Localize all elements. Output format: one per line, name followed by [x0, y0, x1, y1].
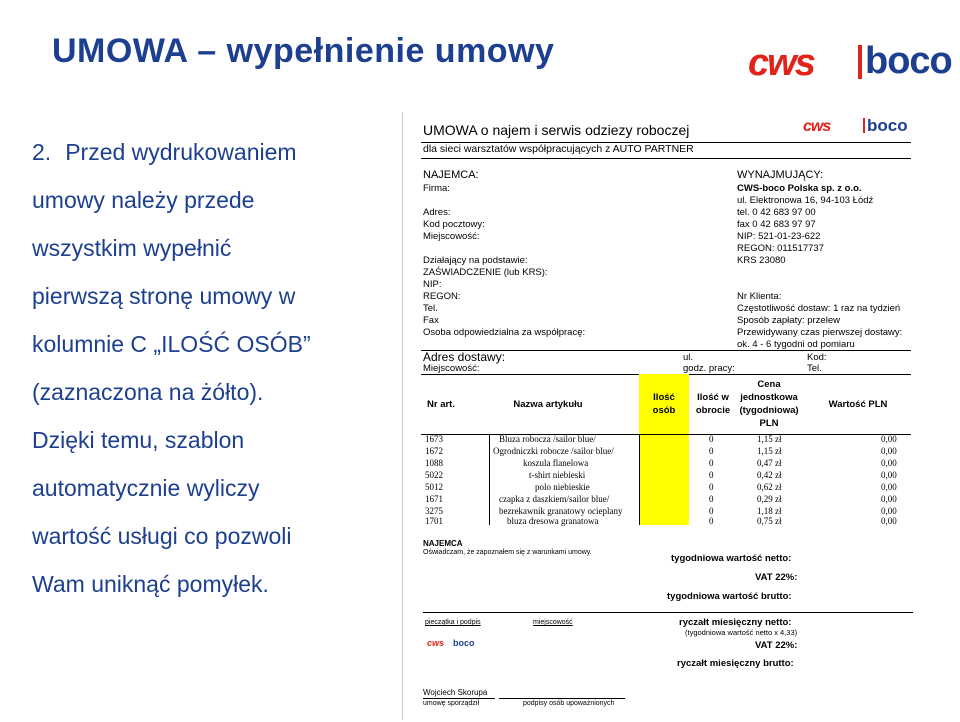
form-subtitle: dla sieci warsztatów współpracujących z AUTO PARTNER	[423, 143, 694, 155]
cell-qty: 0	[709, 458, 714, 468]
vat-label: VAT 22%:	[755, 572, 798, 583]
pieczatka-label: pieczątka i podpis	[425, 619, 481, 626]
contract-form	[402, 112, 918, 720]
tygodniowa-netto-label: tygodniowa wartość netto:	[671, 553, 792, 564]
instruction-line: wartość usługi co pozwoli	[32, 523, 292, 549]
signature-line	[423, 698, 495, 699]
cell-cena: 0,75 zł	[757, 516, 782, 526]
miejscowosc-label: Miejscowość:	[423, 231, 480, 242]
podpisy-label: podpisy osób upoważnionych	[523, 700, 615, 707]
nip-label: NIP:	[423, 279, 442, 290]
wynajmujacy-regon: REGON: 011517737	[737, 243, 824, 254]
table-row	[403, 446, 913, 458]
cws-logo: cws	[748, 42, 814, 84]
cell-qty: 0	[709, 446, 714, 456]
vat2-label: VAT 22%:	[755, 640, 798, 651]
ryczalt-note: (tygodniowa wartość netto x 4,33)	[685, 628, 798, 637]
najemca-heading: NAJEMCA:	[423, 169, 479, 181]
table-row	[403, 434, 913, 446]
cell-wartosc: 0,00	[881, 482, 897, 492]
footer-boco-logo: boco	[453, 638, 475, 648]
instruction-line: Wam uniknąć pomyłek.	[32, 571, 269, 597]
wynajmujacy-fax: fax 0 42 683 97 97	[737, 219, 816, 230]
cell-cena: 0,42 zł	[757, 470, 782, 480]
regon-label: REGON:	[423, 291, 461, 302]
cell-nazwa: koszula flanelowa	[523, 458, 589, 468]
cell-nr: 5022	[425, 470, 443, 480]
sporzadzil-label: umowę sporządził	[423, 700, 480, 707]
cell-nazwa: Bluza robocza /sailor blue/	[499, 434, 596, 444]
dostawa-miejscowosc: Miejscowość:	[423, 363, 480, 374]
header-cena: Cena jednostkowa (tygodniowa) PLN	[739, 379, 799, 429]
instruction-line: wszystkim wypełnić	[32, 235, 232, 261]
cell-nr: 5012	[425, 482, 443, 492]
cell-nr: 1088	[425, 458, 443, 468]
cell-qty: 0	[709, 470, 714, 480]
kod-label: Kod pocztowy:	[423, 219, 485, 230]
cell-nazwa: Ogrodniczki robocze /sailor blue/	[493, 446, 614, 456]
footer-cws-logo: cws	[427, 638, 445, 648]
miejscowosc-sign-label: miejscowość	[533, 619, 573, 626]
czas-dostawy: Przewidywany czas pierwszej dostawy:	[737, 327, 903, 338]
wynajmujacy-ulica: ul. Elektronowa 16, 94-103 Łódź	[737, 195, 874, 206]
czestotliwosc: Częstotliwość dostaw: 1 raz na tydzień	[737, 303, 901, 314]
divider	[421, 158, 911, 159]
cell-wartosc: 0,00	[881, 434, 897, 444]
tygodniowa-brutto-label: tygodniowa wartość brutto:	[667, 591, 792, 602]
dostawa-godz: godz. pracy:	[683, 363, 735, 374]
cell-cena: 1,15 zł	[757, 446, 782, 456]
footer-najemca: NAJEMCA	[423, 539, 463, 548]
wynajmujacy-nip: NIP: 521-01-23-622	[737, 231, 821, 242]
instruction-line	[32, 128, 402, 176]
divider	[421, 142, 911, 143]
cell-cena: 1,18 zł	[757, 506, 782, 516]
cell-qty: 0	[709, 482, 714, 492]
wynajmujacy-krs: KRS 23080	[737, 255, 786, 266]
cell-qty: 0	[709, 506, 714, 516]
ryczalt-brutto-label: ryczałt miesięczny brutto:	[677, 658, 794, 669]
divider	[423, 612, 913, 613]
cell-qty: 0	[709, 494, 714, 504]
boco-logo-text: boco	[865, 40, 952, 82]
cell-nr: 1672	[425, 446, 443, 456]
header-wartosc: Wartość PLN	[828, 398, 888, 410]
dostawa-kod: Kod:	[807, 352, 827, 363]
osoba-label: Osoba odpowiedzialna za współpracę:	[423, 327, 586, 338]
cell-qty: 0	[709, 434, 714, 444]
instruction-line: (zaznaczona na żółto).	[32, 379, 264, 405]
cell-nazwa: czapka z daszkiem/sailor blue/	[499, 494, 610, 504]
table-row	[403, 482, 913, 494]
fax-label: Fax	[423, 315, 439, 326]
instruction-line: pierwszą stronę umowy w	[32, 283, 296, 309]
header-nazwa: Nazwa artykułu	[513, 398, 583, 410]
form-title: UMOWA o najem i serwis odziezy roboczej	[423, 122, 690, 138]
instruction-line-text: Przed wydrukowaniem	[65, 139, 297, 165]
instruction-line: kolumnie C „ILOŚĆ OSÓB”	[32, 331, 311, 357]
cell-nazwa: polo niebieskie	[535, 482, 590, 492]
instruction-line: umowy należy przede	[32, 187, 255, 213]
cell-nr: 3275	[425, 506, 443, 516]
table-row	[403, 458, 913, 470]
dzialajacy-label: Działający na podstawie:	[423, 255, 528, 266]
dostawa-tel: Tel.	[807, 363, 822, 374]
boco-logo-bar	[858, 45, 862, 79]
nr-klienta: Nr Klienta:	[737, 291, 782, 302]
dostawa-ul: ul.	[683, 352, 694, 363]
table-row	[403, 516, 913, 528]
cell-wartosc: 0,00	[881, 494, 897, 504]
header-ilosc-osob: Ilość osób	[652, 392, 676, 416]
cell-wartosc: 0,00	[881, 506, 897, 516]
cell-wartosc: 0,00	[881, 516, 897, 526]
sposob-zaplaty: Sposób zapłaty: przelew	[737, 315, 840, 326]
cell-cena: 0,47 zł	[757, 458, 782, 468]
cell-wartosc: 0,00	[881, 458, 897, 468]
zaswiadczenie-label: ZAŚWIADCZENIE (lub KRS):	[423, 267, 548, 278]
instruction-text	[32, 128, 402, 608]
table-row	[403, 470, 913, 482]
cell-nazwa: t-shirt niebieski	[529, 470, 586, 480]
header-nr: Nr art.	[427, 398, 455, 410]
table-row	[403, 494, 913, 506]
form-boco-text: boco	[867, 116, 908, 135]
oswiadczenie: Oświadczam, że zapoznałem się z warunkami umowy.	[423, 549, 592, 556]
form-boco-logo	[863, 116, 908, 136]
cell-cena: 0,62 zł	[757, 482, 782, 492]
slide-title: UMOWA – wypełnienie umowy	[52, 32, 555, 70]
wynajmujacy-firma: CWS-boco Polska sp. z o.o.	[737, 183, 862, 194]
boco-logo	[858, 40, 952, 83]
cell-nazwa: bluza dresowa granatowa	[507, 516, 599, 526]
cell-nr: 1673	[425, 434, 443, 444]
wynajmujacy-heading: WYNAJMUJĄCY:	[737, 169, 824, 181]
adres-label: Adres:	[423, 207, 451, 218]
cell-wartosc: 0,00	[881, 446, 897, 456]
instruction-line: automatycznie wyliczy	[32, 475, 260, 501]
form-boco-bar	[863, 118, 865, 133]
header-ilosc-w-obrocie: Ilość w obrocie	[695, 392, 731, 416]
signatory-name: Wojciech Skorupa	[423, 688, 488, 697]
firma-label: Firma:	[423, 183, 450, 194]
ryczalt-netto-label: ryczałt miesięczny netto:	[679, 617, 792, 628]
bullet-number: 2.	[32, 139, 52, 165]
cell-nr: 1671	[425, 494, 443, 504]
adres-dostawy-heading: Adres dostawy:	[423, 350, 506, 364]
signature-line	[499, 698, 625, 699]
cell-nr: 1701	[425, 516, 443, 526]
form-cws-logo: cws	[803, 118, 831, 135]
cell-cena: 1,15 zł	[757, 434, 782, 444]
cell-wartosc: 0,00	[881, 470, 897, 480]
cell-nazwa: bezrekawnik granatowy ocieplany	[499, 506, 623, 516]
cell-cena: 0,29 zł	[757, 494, 782, 504]
wynajmujacy-tel: tel. 0 42 683 97 00	[737, 207, 816, 218]
cell-qty: 0	[709, 516, 714, 526]
tel-label: Tel.	[423, 303, 438, 314]
instruction-line: Dzięki temu, szablon	[32, 427, 245, 453]
czas-dostawy-value: ok. 4 - 6 tygodni od pomiaru	[737, 339, 855, 350]
